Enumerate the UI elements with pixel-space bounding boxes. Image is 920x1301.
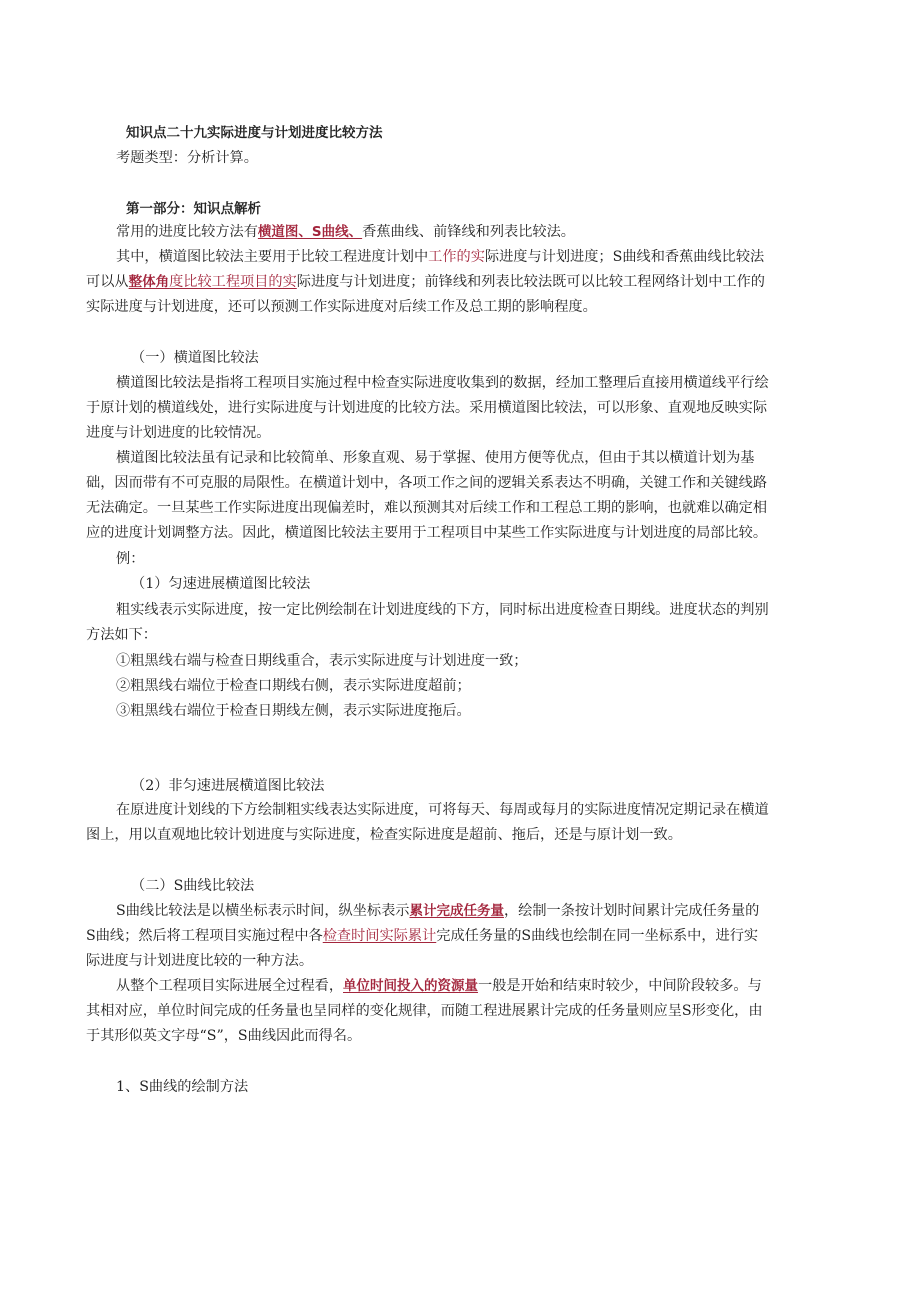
list-item: ③粗黑线右端位于检查日期线左侧，表示实际进度拖后。: [116, 703, 471, 719]
list-item: ②粗黑线右端位于检查口期线右侧，表示实际进度超前；: [116, 678, 471, 694]
paragraph-line: 其相对应，单位时间完成的任务量也呈同样的变化规律，而随工程进展累计完成的任务量则应呈S形变化，由: [86, 1003, 763, 1019]
highlight-methods: 横道图、S曲线、: [257, 224, 363, 240]
paragraph-line: 于原计划的横道线处，进行实际进度与计划进度的比较方法。采用横道图比较法，可以形象、直观地反映实际: [86, 400, 768, 416]
paragraph-line: 粗实线表示实际进度，按一定比例绘制在计划进度线的下方，同时标出进度检查日期线。进度状态的判别: [116, 602, 769, 618]
paragraph-line: 于其形似英文字母“S”，S曲线因此而得名。: [86, 1028, 362, 1044]
paragraph-line: 横道图比较法虽有记录和比较简单、形象直观、易于掌握、使用方便等优点，但由于其以横道计划为基: [116, 450, 755, 466]
paragraph-line: S曲线比较法是以横坐标表示时间，纵坐标表示累计完成任务量，绘制一条按计划时间累计完成任务量的: [116, 903, 760, 919]
highlight-text: 单位时间投入的资源量: [343, 978, 479, 994]
paragraph-line: 其中，横道图比较法主要用于比较工程进度计划中工作的实际进度与计划进度；S曲线和香蕉曲线比较法: [116, 249, 765, 265]
section-heading: （一）横道图比较法: [131, 350, 259, 366]
highlight-text: 度比较工程项目的实: [169, 274, 297, 290]
page-title: 知识点二十九实际进度与计划进度比较方法: [126, 125, 383, 141]
question-type: 考题类型：分析计算。: [116, 150, 258, 166]
paragraph-line: 实际进度与计划进度，还可以预测工作实际进度对后续工作及总工期的影响程度。: [86, 299, 597, 315]
paragraph-line: 横道图比较法是指将工程项目实施过程中检查实际进度收集到的数据，经加工整理后直接用横道线平行绘: [116, 375, 769, 391]
subsection-heading: （2）非匀速进展横道图比较法: [131, 778, 325, 794]
paragraph-line: 从整个工程项目实际进展全过程看，单位时间投入的资源量一般是开始和结束时较少，中间阶段较多。与: [116, 978, 762, 994]
intro-paragraph: 常用的进度比较方法有横道图、S曲线、香蕉曲线、前锋线和列表比较法。: [116, 224, 575, 240]
part1-heading: 第一部分：知识点解析: [126, 201, 261, 217]
list-item: ①粗黑线右端与检查日期线重合，表示实际进度与计划进度一致；: [116, 653, 528, 669]
highlight-text: 整体角: [128, 274, 170, 290]
paragraph-line: 无法确定。一旦某些工作实际进度出现偏差时，难以预测其对后续工作和工程总工期的影响，也就难以确定相: [86, 500, 768, 516]
section-heading: （二）S曲线比较法: [131, 878, 255, 894]
subsection-heading: （1）匀速进展横道图比较法: [131, 576, 311, 592]
paragraph-line: S曲线；然后将工程项目实施过程中各检查时间实际累计完成任务量的S曲线也绘制在同一坐标系中，进行实: [86, 928, 759, 944]
highlight-text: 检查时间实际累计: [322, 928, 437, 944]
paragraph-line: 图上，用以直观地比较计划进度与实际进度，检查实际进度是超前、拖后，还是与原计划一致。: [86, 827, 682, 843]
paragraph-line: 应的进度计划调整方法。因此，横道图比较法主要用于工程项目中某些工作实际进度与计划进度的局部比较。: [86, 525, 768, 541]
highlight-text: 工作的实: [428, 249, 485, 265]
paragraph-line: 进度与计划进度的比较情况。: [86, 425, 271, 441]
paragraph-line: 方法如下：: [86, 627, 157, 643]
example-label: 例：: [116, 551, 145, 567]
paragraph-line: 可以从整体角度比较工程项目的实际进度与计划进度；前锋线和列表比较法既可以比较工程网络计划中工作的: [86, 274, 765, 290]
section-heading: 1、S曲线的绘制方法: [116, 1079, 249, 1095]
paragraph-line: 际进度与计划进度比较的一种方法。: [86, 953, 314, 969]
highlight-text: 累计完成任务量: [409, 903, 504, 919]
paragraph-line: 础，因而带有不可克服的局限性。在横道计划中，各项工作之间的逻辑关系表达不明确，关键工作和关键线路: [86, 475, 768, 491]
paragraph-line: 在原进度计划线的下方绘制粗实线表达实际进度，可将每天、每周或每月的实际进度情况定期记录在横道: [116, 802, 769, 818]
